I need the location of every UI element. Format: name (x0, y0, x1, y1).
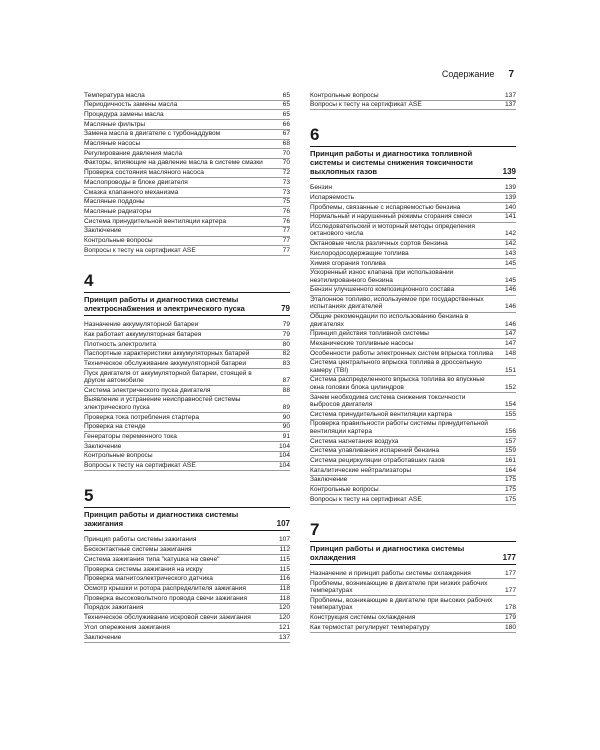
toc-entry-page: 139 (504, 184, 516, 192)
toc-entry (84, 585, 290, 595)
chapter-number: 7 (310, 521, 516, 542)
toc-entry (84, 130, 290, 140)
toc-entry (84, 178, 290, 188)
toc-entry (84, 340, 290, 350)
toc-entry (310, 213, 516, 223)
chapter-number: 4 (84, 272, 290, 293)
toc-entry-page: 65 (282, 110, 290, 118)
toc-entry (84, 462, 290, 472)
toc-entry-page: 152 (504, 383, 516, 391)
toc-entry-page: 120 (278, 614, 290, 622)
chapter-heading (84, 295, 290, 316)
toc-entry-title: Температура масла (84, 91, 145, 99)
toc-entry (84, 386, 290, 396)
toc-entry (310, 223, 516, 240)
chapter-page: 177 (502, 552, 516, 562)
toc-entry (310, 193, 516, 203)
toc-entry-title: Вопросы к тесту на сертификат ASE (84, 462, 196, 470)
toc-entry-page: 177 (504, 570, 516, 578)
toc-entry-page: 73 (282, 188, 290, 196)
toc-entry-title: Периодичность замены масла (84, 101, 178, 109)
toc-entry-title: Контрольные вопросы (310, 486, 379, 494)
toc-entry-page: 137 (504, 101, 516, 109)
toc-entry-title: Масляные фильтры (84, 120, 146, 128)
toc-entry-page: 156 (504, 427, 516, 435)
toc-entry (310, 623, 516, 633)
toc-entry-page: 77 (282, 237, 290, 245)
toc-entry-title: Система нагнетания воздуха (310, 437, 399, 445)
toc-entry-title: Проверка тока потребления стартера (84, 413, 199, 421)
toc-entry-title: Кислородосодержащие топлива (310, 249, 409, 257)
toc-entry-page: 65 (282, 101, 290, 109)
toc-entry-title: Нормальный и нарушенный режимы сгорания смеси (310, 213, 472, 221)
toc-entry-page: 89 (282, 403, 290, 411)
toc-entry (310, 393, 516, 410)
toc-entry (310, 101, 516, 111)
toc-entry-page: 151 (504, 366, 516, 374)
toc-entry-page: 177 (504, 587, 516, 595)
toc-entry-page: 87 (282, 377, 290, 385)
toc-entry-title: Заключение (84, 442, 122, 450)
toc-entry-page: 147 (504, 330, 516, 338)
toc-entry-title: Особенности работы электронных систем впрыска топлива (310, 349, 494, 357)
toc-entry (310, 259, 516, 269)
section-title: Содержание (441, 69, 495, 79)
toc-entry-page: 175 (504, 476, 516, 484)
toc-entry (84, 369, 290, 386)
toc-entry (84, 432, 290, 442)
toc-entry (84, 188, 290, 198)
toc-entry-title: Конструкция системы охлаждения (310, 614, 416, 622)
toc-entry-title: Проблемы, возникающие в двигателе при высоких рабочих температурах (310, 596, 493, 612)
toc-entry-title: Контрольные вопросы (310, 91, 379, 99)
toc-entry (310, 456, 516, 466)
toc-entry-title: Проблемы, связанные с испаряемостью бензина (310, 203, 461, 211)
toc-entry (84, 396, 290, 413)
toc-entry-title: Факторы, влияющие на давление масла в системе смазки (84, 159, 263, 167)
toc-entry-title: Система принудительной вентиляции картера (310, 410, 453, 418)
chapter-page: 107 (276, 518, 290, 528)
toc-entry-title: Техническое обслуживание искровой свечи зажигания (84, 614, 251, 622)
toc-entry (84, 227, 290, 237)
toc-entry-page: 88 (282, 386, 290, 394)
toc-entry-title: Система распределенного впрыска топлива во впускные окна головки блока цилиндров (310, 376, 485, 391)
toc-entry (310, 240, 516, 250)
toc-entry (310, 447, 516, 457)
toc-entry-page: 137 (278, 633, 290, 641)
toc-entry (84, 604, 290, 614)
toc-entry-page: 104 (278, 452, 290, 460)
toc-entry (310, 495, 516, 505)
toc-entry-page: 77 (282, 227, 290, 235)
toc-entry-page: 140 (504, 203, 516, 211)
toc-entry-title: Пуск двигателя от аккумуляторной батареи, стоящей в другом автомобиле (84, 369, 252, 385)
toc-entry-title: Назначение аккумуляторной батареи (84, 321, 199, 329)
toc-entry-title: Проверка магнитоэлектрического датчика (84, 575, 213, 583)
toc-entry-title: Контрольные вопросы (84, 237, 153, 245)
toc-entry (310, 313, 516, 330)
toc-entry (310, 596, 516, 613)
toc-entry-page: 157 (504, 437, 516, 445)
toc-entry-title: Масляные радиаторы (84, 207, 152, 215)
toc-entry-title: Техническое обслуживание аккумуляторной батареи (84, 359, 247, 367)
toc-entry-page: 90 (282, 423, 290, 431)
toc-entry-page: 137 (504, 91, 516, 99)
chapter-title: Принцип работы и диагностика системы электроснабжения и электрического пуска (84, 294, 245, 313)
toc-entry-page: 145 (504, 259, 516, 267)
toc-entry (84, 413, 290, 423)
toc-entry-page: 79 (282, 330, 290, 338)
toc-entry-title: Проверка правильности работы системы принудительной вентиляции картера (310, 420, 488, 435)
toc-entry (310, 184, 516, 194)
toc-entry (84, 614, 290, 624)
toc-entry (310, 330, 516, 340)
toc-entry-title: Вопросы к тесту на сертификат ASE (310, 101, 422, 109)
toc-entry-title: Система рециркуляции отработавших газов (310, 456, 445, 464)
running-head (442, 69, 514, 80)
toc-entry (84, 110, 290, 120)
toc-entry-title: Назначение и принцип работы системы охлаждения (310, 570, 471, 578)
toc-entry-page: 82 (282, 350, 290, 358)
toc-entry (310, 437, 516, 447)
toc-entry-page: 112 (279, 546, 290, 554)
toc-entry-title: Процедура замены масла (84, 110, 164, 118)
toc-entry (310, 410, 516, 420)
toc-entry-title: Регулирование давления масла (84, 149, 183, 157)
chapter-heading (84, 510, 290, 531)
toc-entry-title: Как термостат регулирует температуру (310, 623, 430, 631)
toc-entry-page: 139 (504, 193, 516, 201)
toc-entry-title: Паспортные характеристики аккумуляторных батарей (84, 350, 250, 358)
toc-entry-title: Общие рекомендации по использованию бензина в двигателях (310, 313, 469, 328)
toc-entry-page: 75 (282, 198, 290, 206)
toc-entry-page: 70 (282, 159, 290, 167)
toc-entry-title: Проверка на стенде (84, 423, 146, 431)
toc-entry (84, 330, 290, 340)
toc-entry (310, 286, 516, 296)
toc-entry (84, 359, 290, 369)
chapter-title: Принцип работы и диагностика системы охлаждения (310, 543, 465, 562)
toc-entry-title: Система улавливания испарений бензина (310, 447, 440, 455)
toc-entry-page: 146 (504, 320, 516, 328)
toc-entry (84, 149, 290, 159)
toc-entry (84, 423, 290, 433)
toc-entry-page: 154 (504, 400, 516, 408)
toc-entry-page: 77 (282, 246, 290, 254)
toc-entry-page: 66 (282, 120, 290, 128)
toc-entry (84, 169, 290, 179)
toc-entry-title: Исследовательский и моторный методы определения октанового числа (310, 223, 475, 238)
chapter-block (84, 272, 290, 471)
toc-entry (310, 486, 516, 496)
toc-entry-page: 121 (278, 623, 290, 631)
toc-entry-title: Система электрического пуска двигателя (84, 386, 211, 394)
toc-entry (310, 614, 516, 624)
toc-entry (310, 359, 516, 376)
toc-entry-page: 141 (504, 213, 516, 221)
toc-entry (84, 198, 290, 208)
toc-entry (310, 349, 516, 359)
toc-entry-title: Масляные поддоны (84, 198, 145, 206)
toc-entry-title: Бензин улучшенного композиционного состава (310, 286, 455, 294)
toc-entry (310, 466, 516, 476)
toc-entry-page: 107 (278, 536, 290, 544)
toc-entry-page: 147 (504, 339, 516, 347)
toc-entry-title: Принцип действия топливной системы (310, 330, 429, 338)
toc-entry-page: 68 (282, 140, 290, 148)
toc-entry-title: Проверка высоковольтного провода свечи зажигания (84, 594, 248, 602)
toc-entry-page: 90 (282, 413, 290, 421)
toc-entry-title: Принцип работы системы зажигания (84, 536, 197, 544)
toc-entry-page: 143 (504, 249, 516, 257)
toc-entry-title: Система зажигания типа "катушка на свече" (84, 555, 220, 563)
toc-entry-page: 175 (504, 486, 516, 494)
toc-entry-page: 76 (282, 217, 290, 225)
toc-entry-title: Вопросы к тесту на сертификат ASE (84, 246, 196, 254)
toc-entry-page: 80 (282, 340, 290, 348)
toc-entry-page: 175 (504, 495, 516, 503)
toc-entry-title: Порядок зажигания (84, 604, 144, 612)
toc-entry-title: Бензин (310, 184, 332, 192)
toc-entry-title: Система центрального впрыска топлива в дроссельную камеру (ТВI) (310, 359, 482, 374)
toc-right-column (310, 91, 516, 633)
chapter-block (310, 126, 516, 505)
toc-entry-title: Выявление и устранение неисправностей системы электрического пуска (84, 396, 241, 411)
toc-entry-page: 145 (504, 276, 516, 284)
toc-entry (84, 321, 290, 331)
toc-entry-title: Замена масла в двигателе с турбонаддувом (84, 130, 221, 138)
toc-entry-page: 146 (504, 303, 516, 311)
toc-entry-page: 116 (279, 575, 290, 583)
toc-entry (84, 623, 290, 633)
toc-entry-page: 91 (282, 432, 290, 440)
toc-entry-title: Масляные насосы (84, 140, 141, 148)
toc-entry-page: 155 (504, 410, 516, 418)
chapter-page: 139 (502, 166, 516, 176)
toc-entry-page: 148 (504, 349, 516, 357)
toc-entry-page: 164 (504, 466, 516, 474)
toc-entry-page: 73 (282, 178, 290, 186)
toc-entry (310, 579, 516, 596)
toc-entry-page: 104 (278, 442, 290, 450)
toc-entry-title: Заключение (84, 227, 122, 235)
toc-entry-page: 161 (504, 456, 516, 464)
toc-entry-page: 146 (504, 286, 516, 294)
toc-entry (84, 594, 290, 604)
toc-entry-title: Генераторы переменного тока (84, 432, 177, 440)
toc-entry-title: Химия сгорания топлива (310, 259, 386, 267)
toc-entry-page: 120 (278, 604, 290, 612)
toc-left-column (84, 91, 290, 643)
toc-entry (84, 120, 290, 130)
toc-entry-page: 67 (282, 130, 290, 138)
toc-entry (84, 91, 290, 101)
toc-entry-title: Зачем необходима система снижения токсичности выбросов двигателя (310, 393, 466, 408)
toc-entry-page: 72 (282, 169, 290, 177)
toc-entry (310, 476, 516, 486)
toc-entry (84, 452, 290, 462)
toc-entry (84, 442, 290, 452)
toc-entry (310, 570, 516, 580)
chapter-heading (310, 544, 516, 565)
chapter-block (310, 521, 516, 633)
toc-entry-page: 180 (504, 623, 516, 631)
toc-entry (310, 91, 516, 101)
toc-entry-page: 83 (282, 359, 290, 367)
toc-entry-title: Заключение (84, 633, 122, 641)
toc-entry-title: Октановые числа различных сортов бензина (310, 240, 448, 248)
toc-entry-title: Угол опережения зажигания (84, 623, 170, 631)
page-number: 7 (508, 69, 514, 80)
toc-entry (310, 269, 516, 286)
toc-entry (310, 249, 516, 259)
toc-entry-title: Как работает аккумуляторная батарея (84, 330, 202, 338)
chapter-number: 5 (84, 487, 290, 508)
chapter-page: 79 (281, 303, 290, 313)
toc-entry (84, 246, 290, 256)
toc-entry (84, 207, 290, 217)
toc-entry (310, 420, 516, 437)
toc-entry (84, 237, 290, 247)
toc-entry-page: 142 (504, 240, 516, 248)
toc-entry (84, 536, 290, 546)
chapter-block (84, 487, 290, 642)
toc-entry (84, 555, 290, 565)
toc-entry-title: Маслопроводы в блоке двигателя (84, 178, 188, 186)
toc-entry-page: 118 (279, 585, 290, 592)
toc-entry-title: Контрольные вопросы (84, 452, 153, 460)
chapter-number: 6 (310, 126, 516, 147)
toc-entry (84, 350, 290, 360)
toc-entry-page: 118 (279, 594, 290, 602)
toc-entry (84, 140, 290, 150)
toc-entry (84, 159, 290, 169)
toc-entry-page: 65 (282, 91, 290, 99)
toc-entry-page: 115 (279, 555, 290, 563)
toc-entry-title: Бесконтактные системы зажигания (84, 546, 192, 554)
toc-entry-page: 76 (282, 207, 290, 215)
toc-entry-title: Проверка состояния масляного насоса (84, 169, 204, 177)
toc-entry (84, 575, 290, 585)
toc-entry-title: Проблемы, возникающие в двигателе при низких рабочих температурах (310, 579, 488, 595)
toc-entry-title: Эталонное топливо, используемое при государственных испытаниях двигателей (310, 296, 484, 311)
toc-entry (84, 633, 290, 643)
toc-entry-title: Проверка системы зажигания на искру (84, 565, 203, 573)
toc-entry (310, 339, 516, 349)
toc-entry (310, 203, 516, 213)
chapter-heading (310, 149, 516, 178)
toc-entry (310, 376, 516, 393)
toc-entry-page: 179 (504, 614, 516, 622)
toc-entry-title: Смазка клапанного механизма (84, 188, 179, 196)
toc-entry-page: 115 (279, 565, 290, 573)
chapter-title: Принцип работы и диагностика топливной системы и системы снижения токсичности выхлопных газов (310, 149, 473, 176)
toc-entry-title: Плотность электролита (84, 340, 157, 348)
toc-entry (84, 217, 290, 227)
toc-entry-page: 178 (504, 604, 516, 612)
toc-entry (84, 565, 290, 575)
toc-entry-page: 104 (278, 462, 290, 470)
toc-entry-page: 142 (504, 230, 516, 238)
toc-entry-title: Осмотр крышки и ротора распределителя зажигания (84, 585, 246, 592)
toc-entry-page: 159 (504, 447, 516, 455)
toc-entry (84, 101, 290, 111)
toc-entry-title: Ускоренный износ клапана при использовании неэтилированного бензина (310, 269, 454, 284)
toc-entry-title: Вопросы к тесту на сертификат ASE (310, 495, 422, 503)
toc-entry-title: Система принудительной вентиляции картера (84, 217, 227, 225)
toc-entry-title: Заключение (310, 476, 348, 484)
toc-entry-title: Механические топливные насосы (310, 339, 414, 347)
toc-entry (310, 296, 516, 313)
chapter-title: Принцип работы и диагностика системы зажигания (84, 510, 239, 528)
toc-entry-page: 79 (282, 321, 290, 329)
toc-entry (84, 546, 290, 556)
toc-entry-title: Каталитические нейтрализаторы (310, 466, 412, 474)
toc-entry-title: Испаряемость (310, 193, 355, 201)
toc-entry-page: 70 (282, 149, 290, 157)
